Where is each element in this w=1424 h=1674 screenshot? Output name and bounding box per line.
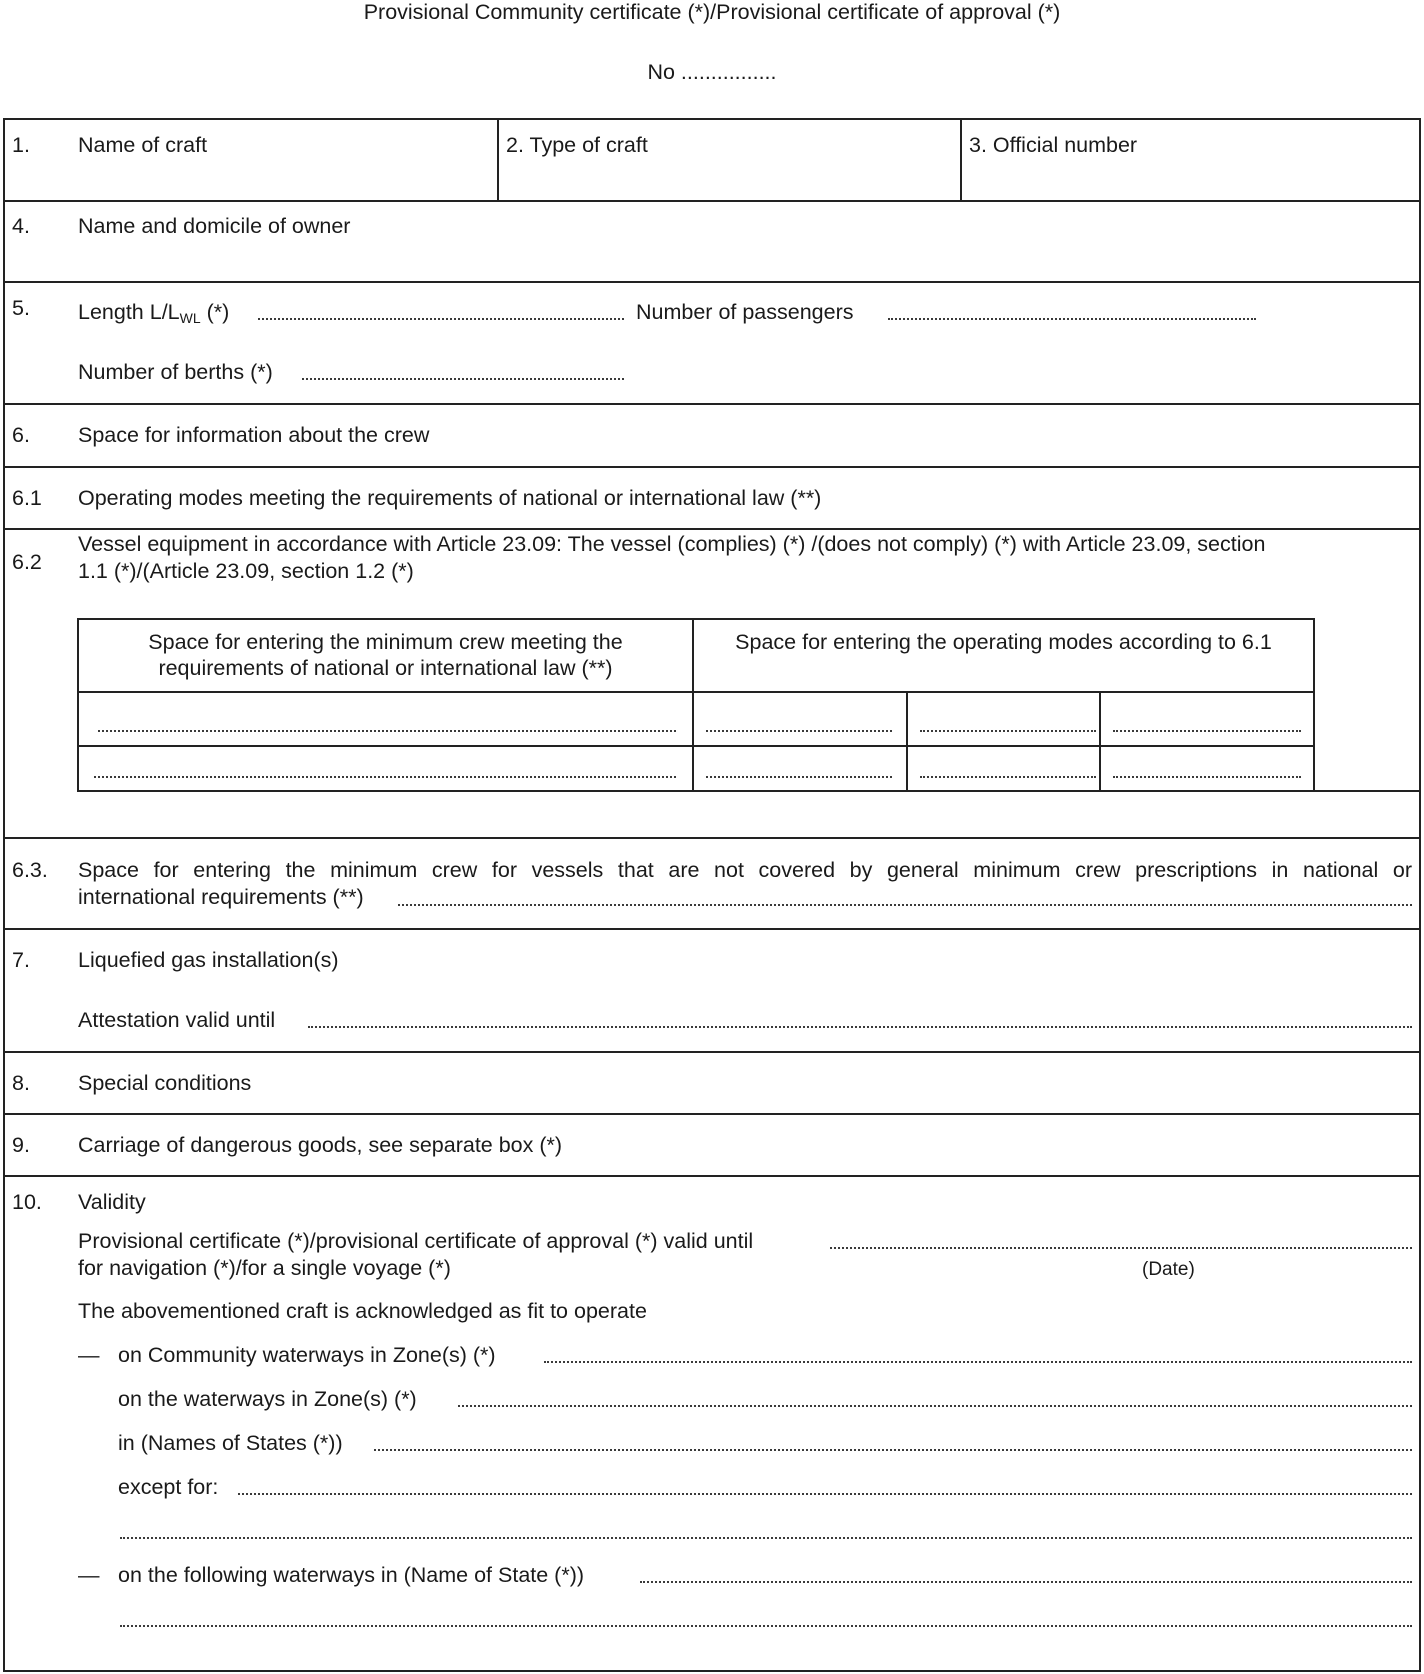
vessel-equipment-line-2: 1.1 (*)/(Article 23.09, section 1.2 (*)	[78, 559, 414, 583]
dangerous-goods-label: Carriage of dangerous goods, see separate box (*)	[78, 1133, 563, 1157]
item-number: 7.	[12, 948, 30, 972]
official-number-label: 3. Official number	[969, 133, 1138, 157]
row-divider	[3, 1175, 1421, 1177]
column-divider	[960, 118, 962, 200]
owner-label: Name and domicile of owner	[78, 214, 351, 238]
vessel-equipment-line-1: Vessel equipment in accordance with Article 23.09: The vessel (complies) (*) /(does not comply) (*) with Article 23.09, section	[78, 532, 1266, 556]
passengers-label: Number of passengers	[636, 300, 854, 324]
waterways-zones-field[interactable]	[458, 1405, 1412, 1407]
crew-entry-field[interactable]	[94, 776, 676, 778]
item-number: 6.	[12, 423, 30, 447]
waterways-zones-label: on the waterways in Zone(s) (*)	[118, 1387, 417, 1411]
minimum-crew-header	[79, 630, 692, 682]
community-waterways-label: on Community waterways in Zone(s) (*)	[118, 1343, 496, 1367]
liquefied-gas-label: Liquefied gas installation(s)	[78, 948, 339, 972]
row-divider	[3, 466, 1421, 468]
dash-marker: —	[78, 1563, 100, 1587]
item-number: 1.	[12, 133, 30, 157]
row-divider	[3, 403, 1421, 405]
crew-table-right-edge	[1313, 618, 1315, 792]
document-title	[0, 0, 1424, 26]
certificate-number	[0, 60, 1424, 86]
minimum-crew-field[interactable]	[398, 904, 1412, 906]
attestation-field[interactable]	[308, 1026, 1412, 1028]
operating-modes-header-text: Space for entering the operating modes according to 6.1	[735, 630, 1272, 654]
crew-entry-field[interactable]	[98, 730, 676, 732]
crew-table-extension	[1313, 790, 1421, 792]
mode-entry-field[interactable]	[1113, 730, 1301, 732]
valid-until-label: Provisional certificate (*)/provisional certificate of approval (*) valid until	[78, 1229, 754, 1253]
item-number: 9.	[12, 1133, 30, 1157]
following-waterways-field-continued[interactable]	[120, 1625, 1412, 1627]
berths-label: Number of berths (*)	[78, 360, 273, 384]
crew-table-column-divider	[906, 691, 908, 792]
row-divider	[3, 200, 1421, 202]
name-of-craft-label: Name of craft	[78, 133, 208, 157]
except-for-label: except for:	[118, 1475, 219, 1499]
row-divider	[3, 281, 1421, 283]
row-divider	[3, 1113, 1421, 1115]
item-number: 4.	[12, 214, 30, 238]
following-waterways-field[interactable]	[640, 1581, 1412, 1583]
length-suffix: (*)	[200, 300, 230, 324]
length-text: Length L/L	[78, 300, 180, 324]
operating-modes-header	[694, 630, 1313, 656]
item-number: 8.	[12, 1071, 30, 1095]
dash-marker: —	[78, 1343, 100, 1367]
title-text: Provisional Community certificate (*)/Provisional certificate of approval (*)	[363, 0, 1061, 24]
item-number: 5.	[12, 296, 30, 320]
item-number: 6.3.	[12, 858, 48, 882]
mode-entry-field[interactable]	[920, 730, 1096, 732]
minimum-crew-header-line-2: requirements of national or international law (**)	[158, 655, 613, 680]
names-of-states-field[interactable]	[374, 1449, 1412, 1451]
berths-field[interactable]	[302, 378, 624, 380]
minimum-crew-line-1: Space for entering the minimum crew for vessels that are not covered by general minimum crew prescriptions in national or	[78, 858, 1412, 882]
special-conditions-label: Special conditions	[78, 1071, 252, 1095]
length-label	[78, 300, 229, 326]
date-label: (Date)	[1142, 1259, 1195, 1280]
names-of-states-label: in (Names of States (*))	[118, 1431, 343, 1455]
crew-info-label: Space for information about the crew	[78, 423, 430, 447]
type-of-craft-label: 2. Type of craft	[506, 133, 648, 157]
crew-table-row-divider	[77, 745, 1315, 747]
minimum-crew-line-2: international requirements (**)	[78, 885, 364, 909]
row-divider	[3, 1051, 1421, 1053]
mode-entry-field[interactable]	[706, 776, 892, 778]
following-waterways-label: on the following waterways in (Name of State (*))	[118, 1563, 585, 1587]
minimum-crew-header-line-1: Space for entering the minimum crew meeting the	[148, 630, 623, 654]
except-for-field-continued[interactable]	[120, 1537, 1412, 1539]
column-divider	[497, 118, 499, 200]
navigation-label: for navigation (*)/for a single voyage (*)	[78, 1256, 451, 1280]
passengers-field[interactable]	[888, 318, 1256, 320]
except-for-field[interactable]	[238, 1493, 1412, 1495]
item-number: 6.1	[12, 486, 42, 510]
number-text: No ................	[647, 60, 777, 84]
length-subscript: WL	[179, 310, 201, 326]
row-divider	[3, 528, 1421, 530]
operating-modes-label: Operating modes meeting the requirements of national or international law (**)	[78, 486, 822, 510]
item-number: 6.2	[12, 550, 42, 574]
mode-entry-field[interactable]	[706, 730, 892, 732]
acknowledged-label: The abovementioned craft is acknowledged as fit to operate	[78, 1299, 647, 1323]
crew-table-row-divider	[77, 691, 1315, 693]
item-number: 10.	[12, 1190, 42, 1214]
crew-table-column-divider	[1099, 691, 1101, 792]
mode-entry-field[interactable]	[920, 776, 1096, 778]
valid-until-field[interactable]	[830, 1247, 1412, 1249]
community-waterways-field[interactable]	[544, 1361, 1412, 1363]
length-field[interactable]	[258, 318, 624, 320]
mode-entry-field[interactable]	[1113, 776, 1301, 778]
attestation-label: Attestation valid until	[78, 1008, 276, 1032]
row-divider	[3, 928, 1421, 930]
row-divider	[3, 837, 1421, 839]
validity-label: Validity	[78, 1190, 146, 1214]
